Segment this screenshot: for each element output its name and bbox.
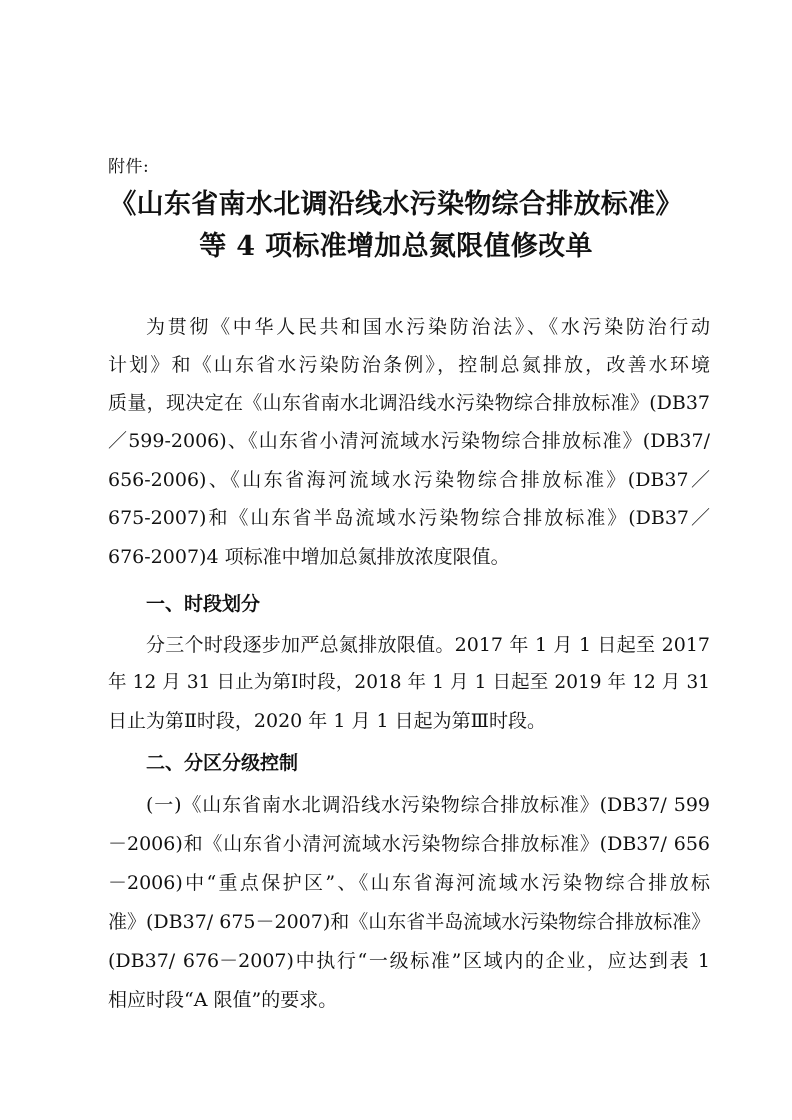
section-1-line-1: 分三个时段逐步加严总氮排放限值。2017 年 1 月 1 日起至 2017	[146, 634, 710, 656]
attachment-label: 附件:	[108, 157, 150, 177]
intro-line-6: 675-2007)和《山东省半岛流域水污染物综合排放标准》(DB37／	[108, 507, 710, 529]
section-1-heading: 一、时段划分	[146, 593, 261, 615]
intro-line-7: 676-2007)4 项标准中增加总氮排放浓度限值。	[108, 546, 510, 568]
document-title-line-2: 等 4 项标准增加总氮限值修改单	[199, 231, 593, 262]
section-2-heading: 二、分区分级控制	[146, 752, 299, 774]
section-2-line-6: 相应时段“A 限值”的要求。	[108, 989, 338, 1011]
section-2-line-4: 准》(DB37/ 675－2007)和《山东省半岛流域水污染物综合排放标准》	[108, 911, 711, 933]
intro-line-3: 质量，现决定在《山东省南水北调沿线水污染物综合排放标准》(DB37	[108, 392, 710, 414]
section-1-line-3: 日止为第Ⅱ时段，2020 年 1 月 1 日起为第Ⅲ时段。	[108, 710, 546, 732]
intro-line-5: 656-2006)、《山东省海河流域水污染物综合排放标准》(DB37／	[108, 469, 710, 491]
section-2-line-3: －2006)中“重点保护区”、《山东省海河流域水污染物综合排放标	[108, 872, 710, 894]
section-1-line-2: 年 12 月 31 日止为第Ⅰ时段，2018 年 1 月 1 日起至 2019 年 12 月 31	[108, 672, 710, 693]
section-2-line-1: (一)《山东省南水北调沿线水污染物综合排放标准》(DB37/ 599	[146, 794, 710, 816]
section-2-line-2: －2006)和《山东省小清河流域水污染物综合排放标准》(DB37/ 656	[108, 833, 710, 855]
section-2-line-5: (DB37/ 676－2007)中执行“一级标准”区域内的企业，应达到表 1	[108, 950, 710, 972]
intro-line-1: 为贯彻《中华人民共和国水污染防治法》、《水污染防治行动	[146, 316, 710, 338]
intro-line-2: 计划》和《山东省水污染防治条例》，控制总氮排放，改善水环境	[108, 354, 710, 376]
intro-line-4: ／599-2006)、《山东省小清河流域水污染物综合排放标准》(DB37/	[108, 430, 710, 452]
document-title-line-1: 《山东省南水北调沿线水污染物综合排放标准》	[109, 189, 683, 220]
